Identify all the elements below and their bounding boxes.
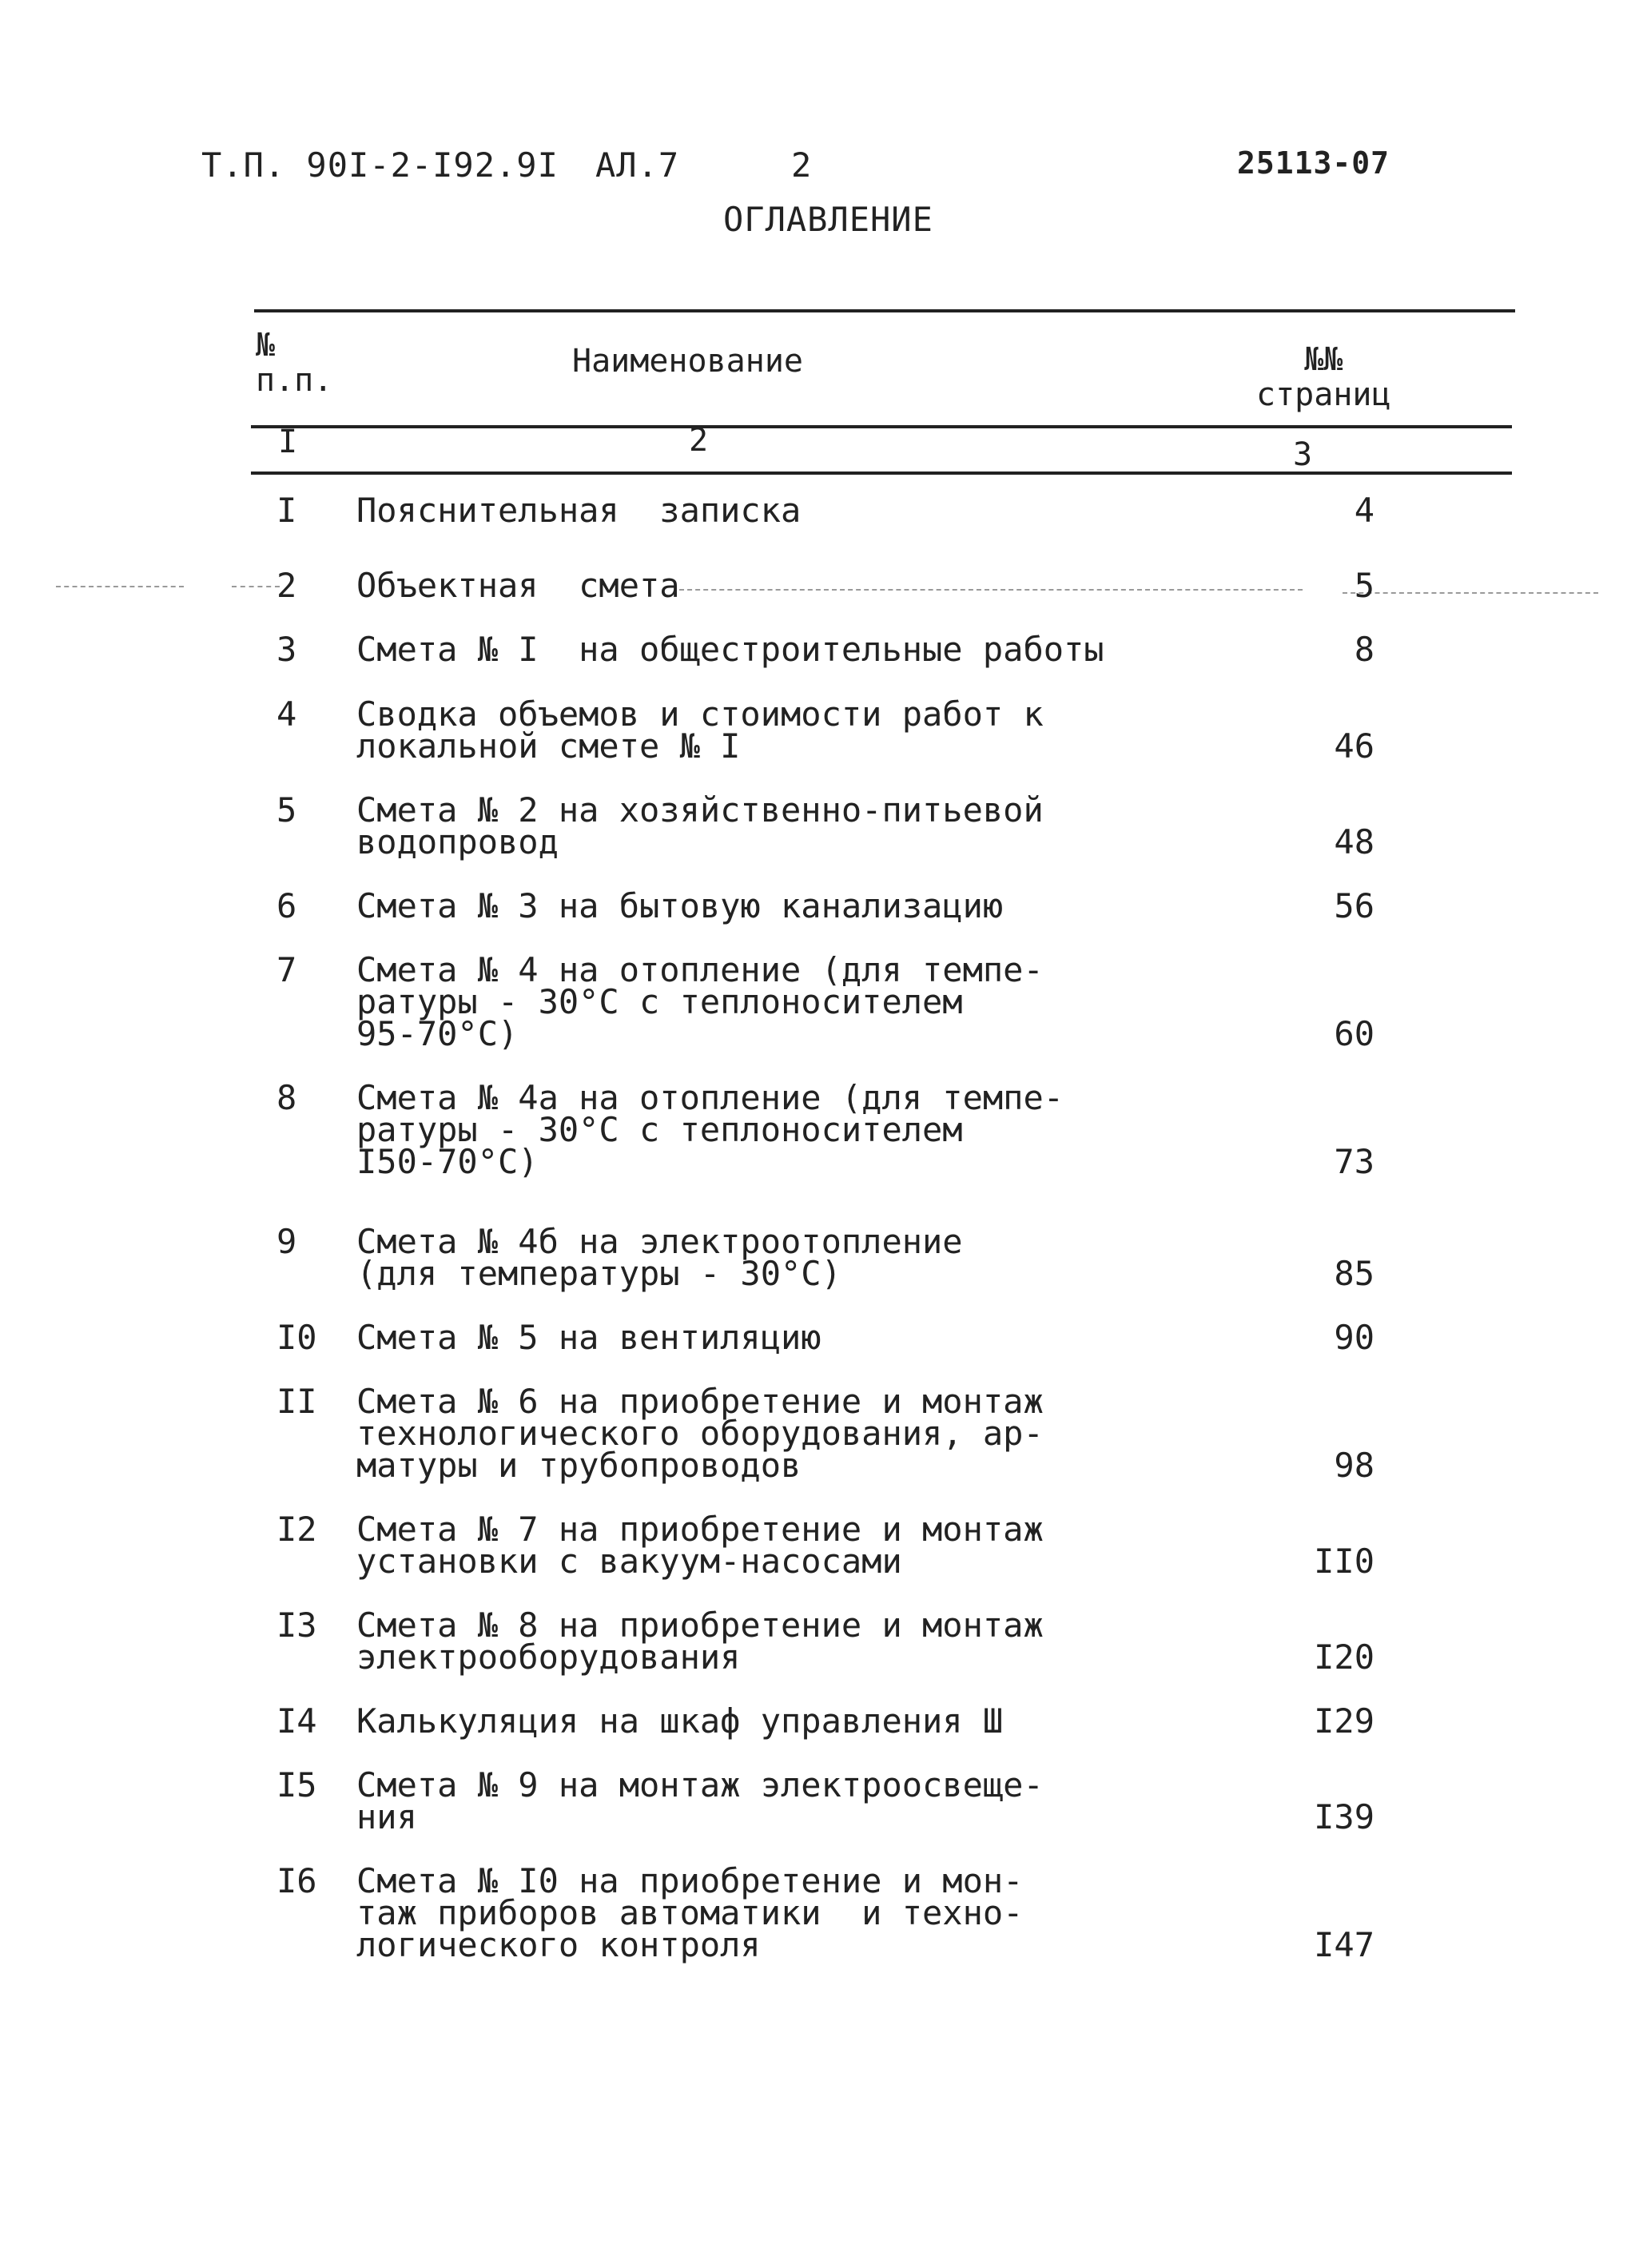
toc-row-number: II	[276, 1382, 317, 1421]
toc-row-page: I29	[1314, 1701, 1374, 1741]
toc-row-name: Смета № 4б на электроотопление (для температуры - 30°С)	[356, 1222, 963, 1293]
toc-row-number: I5	[276, 1765, 317, 1804]
toc-row-number: 2	[276, 566, 297, 605]
column-header-name: Наименование	[572, 343, 803, 380]
toc-row-number: I2	[276, 1510, 317, 1549]
column-number-2: 2	[689, 422, 709, 459]
toc-row-name: Калькуляция на шкаф управления Ш	[356, 1701, 1004, 1741]
toc-row-number: I6	[276, 1861, 317, 1900]
toc-row-number: 6	[276, 886, 297, 925]
document-code: Т.П. 90I-2-I92.9I	[201, 145, 559, 185]
archive-number: 25113-07	[1237, 145, 1390, 181]
toc-row-name: Пояснительная записка	[356, 491, 802, 530]
table-top-rule	[254, 309, 1515, 312]
toc-row-page: 4	[1354, 491, 1374, 530]
toc-row-page: I47	[1314, 1925, 1374, 1964]
toc-row-page: 90	[1334, 1318, 1374, 1357]
dashed-leader-left	[56, 586, 184, 587]
toc-row-number: I	[276, 491, 297, 530]
toc-row-number: I4	[276, 1701, 317, 1741]
toc-row-page: 60	[1334, 1014, 1374, 1053]
toc-row-number: I3	[276, 1606, 317, 1645]
toc-row-name: Смета № 9 на монтаж электроосвеще- ния	[356, 1765, 1044, 1836]
page-title: ОГЛАВЛЕНИЕ	[723, 200, 933, 239]
toc-row-number: 5	[276, 790, 297, 830]
toc-row-page: 85	[1334, 1254, 1374, 1293]
toc-row-name: Смета № 6 на приобретение и монтаж технологического оборудования, ар- матуры и трубопроводов	[356, 1382, 1044, 1485]
dashed-leader-right	[1343, 592, 1598, 594]
toc-row-page: 56	[1334, 886, 1374, 925]
dashed-leader-left-2	[232, 586, 280, 587]
toc-row-number: I0	[276, 1318, 317, 1357]
toc-row-name: Сводка объемов и стоимости работ к локальной смете № I	[356, 694, 1044, 766]
toc-row-page: 46	[1334, 726, 1374, 766]
toc-row-name: Смета № 8 на приобретение и монтаж электрооборудования	[356, 1606, 1044, 1677]
toc-row-number: 3	[276, 630, 297, 669]
toc-row-number: 9	[276, 1222, 297, 1261]
toc-row-page: 5	[1354, 566, 1374, 605]
toc-row-page: I39	[1314, 1797, 1374, 1836]
toc-row-name: Смета № 5 на вентиляцию	[356, 1318, 822, 1357]
table-header-rule	[251, 425, 1512, 428]
toc-row-page: I20	[1314, 1637, 1374, 1677]
column-header-pages: №№ страниц	[1256, 341, 1391, 413]
toc-row-name: Смета № 7 на приобретение и монтаж установки с вакуум-насосами	[356, 1510, 1044, 1581]
column-number-3: 3	[1293, 436, 1313, 473]
toc-row-name: Смета № I0 на приобретение и мон- таж приборов автоматики и техно- логического контроля	[356, 1861, 1024, 1964]
toc-row-number: 7	[276, 950, 297, 989]
toc-row-page: II0	[1314, 1542, 1374, 1581]
toc-row-page: 48	[1334, 822, 1374, 861]
toc-row-page: 98	[1334, 1446, 1374, 1485]
toc-row-page: 73	[1334, 1142, 1374, 1181]
toc-row-name: Смета № 4 на отопление (для темпе- ратуры - 30°С с теплоносителем 95-70°С)	[356, 950, 1044, 1053]
toc-row-name: Смета № I на общестроительные работы	[356, 630, 1104, 669]
toc-row-name: Смета № 4а на отопление (для темпе- ратуры - 30°С с теплоносителем I50-70°С)	[356, 1078, 1064, 1181]
column-header-number: № п.п.	[256, 327, 333, 399]
toc-row-page: 8	[1354, 630, 1374, 669]
toc-row-name: Смета № 2 на хозяйственно-питьевой водопровод	[356, 790, 1044, 861]
table-column-numbers-rule	[251, 472, 1512, 475]
album-number: АЛ.7	[595, 145, 680, 185]
page-number: 2	[791, 145, 813, 185]
column-number-1: I	[278, 424, 298, 460]
toc-row-number: 8	[276, 1078, 297, 1117]
toc-row-name: Объектная смета	[356, 566, 680, 605]
toc-row-name: Смета № 3 на бытовую канализацию	[356, 886, 1004, 925]
toc-row-number: 4	[276, 694, 297, 734]
